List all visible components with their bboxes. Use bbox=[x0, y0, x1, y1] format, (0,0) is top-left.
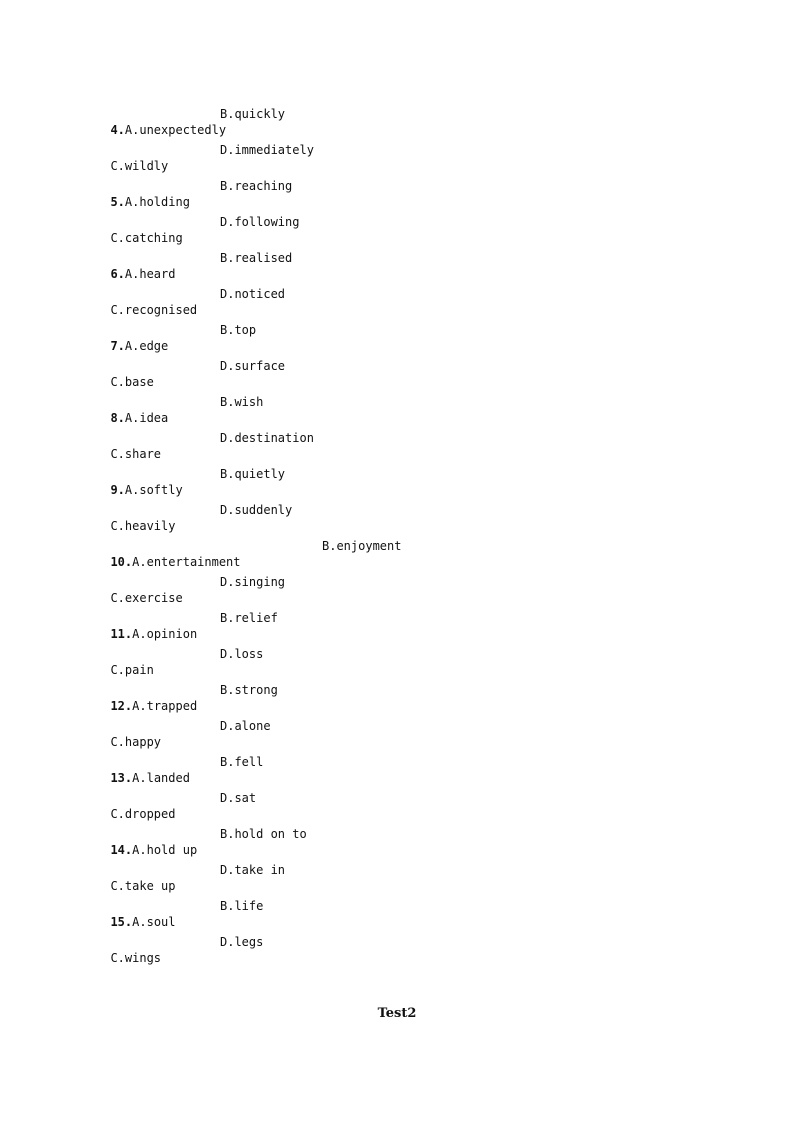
option-c: C.base bbox=[110, 375, 154, 389]
option-a: A.trapped bbox=[132, 699, 198, 713]
question-row-6-ab bbox=[96, 250, 293, 281]
option-c: C.catching bbox=[110, 231, 183, 245]
option-a: A.landed bbox=[132, 771, 190, 785]
question-row-15-ab bbox=[96, 898, 264, 929]
option-d: D.destination bbox=[220, 431, 314, 445]
option-a: A.entertainment bbox=[132, 555, 241, 569]
question-number: 12. bbox=[110, 699, 133, 713]
question-row-9-ab bbox=[96, 466, 286, 497]
option-c: C.wings bbox=[110, 951, 162, 965]
question-row-9-cd bbox=[96, 502, 293, 533]
question-row-7-cd bbox=[96, 358, 286, 389]
question-row-11-ab bbox=[96, 610, 278, 641]
question-number: 8. bbox=[110, 411, 125, 425]
option-d: D.legs bbox=[220, 935, 264, 949]
option-a: A.soul bbox=[132, 915, 176, 929]
option-b: B.realised bbox=[220, 251, 293, 265]
question-row-5-ab bbox=[96, 178, 293, 209]
option-c: C.heavily bbox=[110, 519, 176, 533]
option-d: D.singing bbox=[220, 575, 286, 589]
option-a: A.opinion bbox=[132, 627, 198, 641]
option-c: C.take up bbox=[110, 879, 176, 893]
option-b: B.life bbox=[220, 899, 264, 913]
option-b: B.quietly bbox=[220, 467, 286, 481]
question-row-15-cd bbox=[96, 934, 264, 965]
option-b: B.reaching bbox=[220, 179, 293, 193]
question-row-4-ab bbox=[96, 106, 286, 137]
question-row-12-ab bbox=[96, 682, 278, 713]
question-number: 6. bbox=[110, 267, 125, 281]
option-b: B.wish bbox=[220, 395, 264, 409]
question-row-5-cd bbox=[96, 214, 300, 245]
option-a: A.unexpectedly bbox=[124, 123, 227, 137]
question-number: 5. bbox=[110, 195, 125, 209]
question-row-4-cd bbox=[96, 142, 314, 173]
option-b: B.hold on to bbox=[220, 827, 307, 841]
question-number: 11. bbox=[110, 627, 133, 641]
question-row-12-cd bbox=[96, 718, 271, 749]
question-row-11-cd bbox=[96, 646, 264, 677]
option-d: D.take in bbox=[220, 863, 286, 877]
question-row-13-ab bbox=[96, 754, 264, 785]
question-row-10-cd bbox=[96, 574, 286, 605]
option-b: B.quickly bbox=[220, 107, 286, 121]
question-number: 15. bbox=[110, 915, 133, 929]
option-d: D.sat bbox=[220, 791, 257, 805]
option-a: A.idea bbox=[124, 411, 169, 425]
question-number: 9. bbox=[110, 483, 125, 497]
question-row-14-ab bbox=[96, 826, 307, 857]
option-a: A.edge bbox=[124, 339, 169, 353]
question-number: 14. bbox=[110, 843, 133, 857]
option-d: D.suddenly bbox=[220, 503, 293, 517]
option-c: C.happy bbox=[110, 735, 162, 749]
option-a: A.hold up bbox=[132, 843, 198, 857]
section-title: Test2 bbox=[377, 1006, 417, 1021]
option-a: A.heard bbox=[124, 267, 176, 281]
question-row-6-cd bbox=[96, 286, 286, 317]
option-d: D.surface bbox=[220, 359, 286, 373]
option-d: D.alone bbox=[220, 719, 271, 733]
option-c: C.recognised bbox=[110, 303, 198, 317]
option-c: C.wildly bbox=[110, 159, 169, 173]
question-row-13-cd bbox=[96, 790, 257, 821]
option-a: A.softly bbox=[124, 483, 183, 497]
option-c: C.share bbox=[110, 447, 162, 461]
option-b: B.relief bbox=[220, 611, 278, 625]
question-row-7-ab bbox=[96, 322, 257, 353]
option-d: D.noticed bbox=[220, 287, 286, 301]
question-row-10-ab bbox=[96, 538, 402, 569]
option-b: B.strong bbox=[220, 683, 278, 697]
option-d: D.immediately bbox=[220, 143, 314, 157]
question-number: 4. bbox=[110, 123, 125, 137]
option-d: D.loss bbox=[220, 647, 264, 661]
question-row-14-cd bbox=[96, 862, 286, 893]
question-row-8-ab bbox=[96, 394, 264, 425]
question-number: 13. bbox=[110, 771, 133, 785]
question-number: 7. bbox=[110, 339, 125, 353]
question-number: 10. bbox=[110, 555, 133, 569]
option-b: B.fell bbox=[220, 755, 264, 769]
option-a: A.holding bbox=[124, 195, 190, 209]
option-c: C.exercise bbox=[110, 591, 183, 605]
option-d: D.following bbox=[220, 215, 300, 229]
option-c: C.dropped bbox=[110, 807, 176, 821]
option-c: C.pain bbox=[110, 663, 154, 677]
question-row-8-cd bbox=[96, 430, 314, 461]
option-b: B.top bbox=[220, 323, 257, 337]
option-b: B.enjoyment bbox=[322, 539, 402, 553]
